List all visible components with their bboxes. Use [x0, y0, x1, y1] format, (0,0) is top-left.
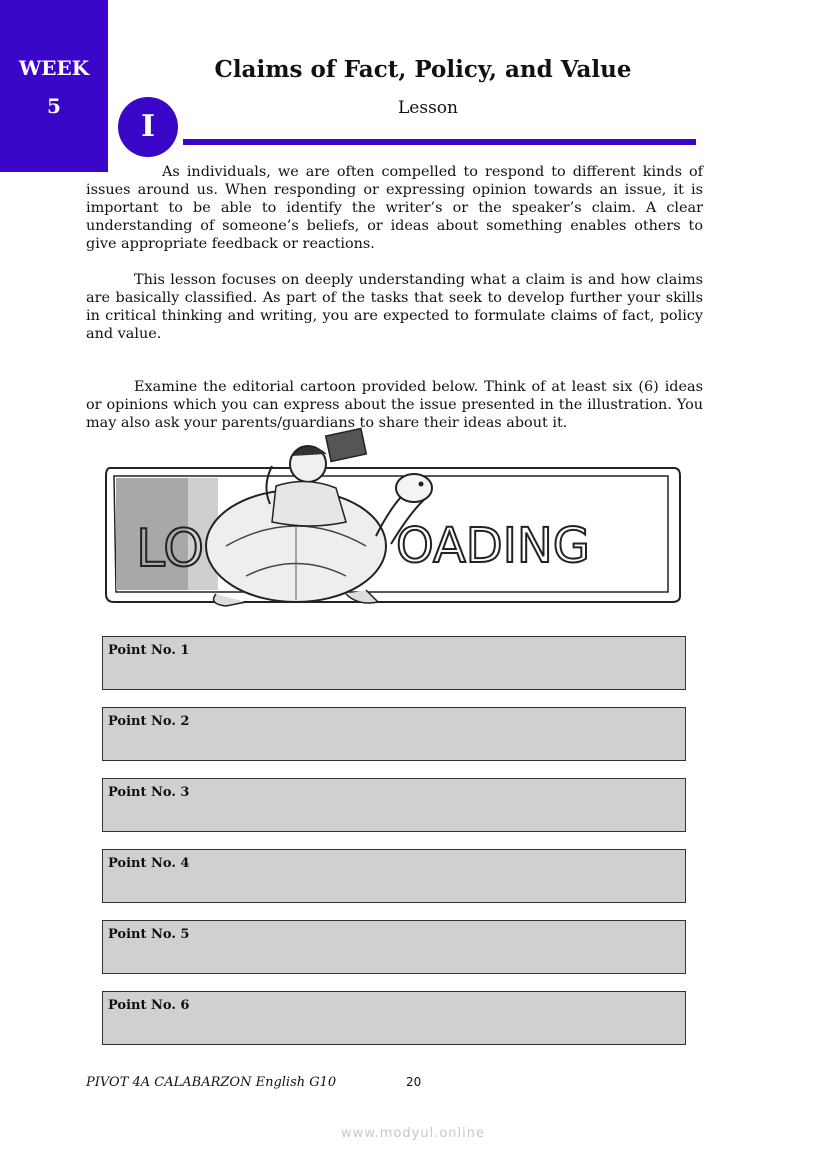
week-badge	[0, 0, 108, 172]
page-number: 20	[406, 1075, 422, 1089]
cartoon-text-left: LO	[136, 519, 205, 579]
point-label-6: Point No. 6	[108, 998, 190, 1013]
week-label: WEEK	[18, 56, 90, 80]
intro-paragraph-2: This lesson focuses on deeply understanding what a claim is and how claims are basically classified. As part of the tasks that seek to develop further your skills in critical thinking and writing, you are expected to formulate claims of fact, policy and value.	[86, 272, 703, 342]
editorial-cartoon	[96, 426, 696, 626]
point-box-5[interactable]	[102, 920, 686, 974]
point-label-1: Point No. 1	[108, 643, 190, 658]
point-label-3: Point No. 3	[108, 785, 190, 800]
page-subtitle: Lesson	[398, 98, 458, 118]
cartoon-text-right: OADING	[396, 518, 590, 574]
point-label-4: Point No. 4	[108, 856, 190, 871]
point-box-2[interactable]	[102, 707, 686, 761]
week-number: 5	[47, 94, 61, 118]
turtle-head	[396, 474, 432, 502]
footer-source: PIVOT 4A CALABARZON English G10	[86, 1075, 337, 1090]
intro-paragraph-1: As individuals, we are often compelled to respond to different kinds of issues around us. When responding or expressing opinion towards an issue, it is important to be able to identify the writer’s or the speaker’s claim. A clear understanding of someone’s beliefs, or ideas about something enables others to give appropriate feedback or reactions.	[86, 164, 703, 252]
point-box-3[interactable]	[102, 778, 686, 832]
page-title: Claims of Fact, Policy, and Value	[214, 56, 632, 83]
point-box-6[interactable]	[102, 991, 686, 1045]
point-label-2: Point No. 2	[108, 714, 190, 729]
point-box-1[interactable]	[102, 636, 686, 690]
section-letter-badge: I	[118, 97, 178, 157]
title-underline-rule	[183, 139, 696, 145]
point-label-5: Point No. 5	[108, 927, 190, 942]
point-box-4[interactable]	[102, 849, 686, 903]
watermark: www.modyul.online	[340, 1126, 486, 1141]
intro-paragraph-3: Examine the editorial cartoon provided below. Think of at least six (6) ideas or opinions which you can express about the issue presented in the illustration. You may also ask your parents/guardians to share their ideas about it.	[86, 379, 703, 431]
